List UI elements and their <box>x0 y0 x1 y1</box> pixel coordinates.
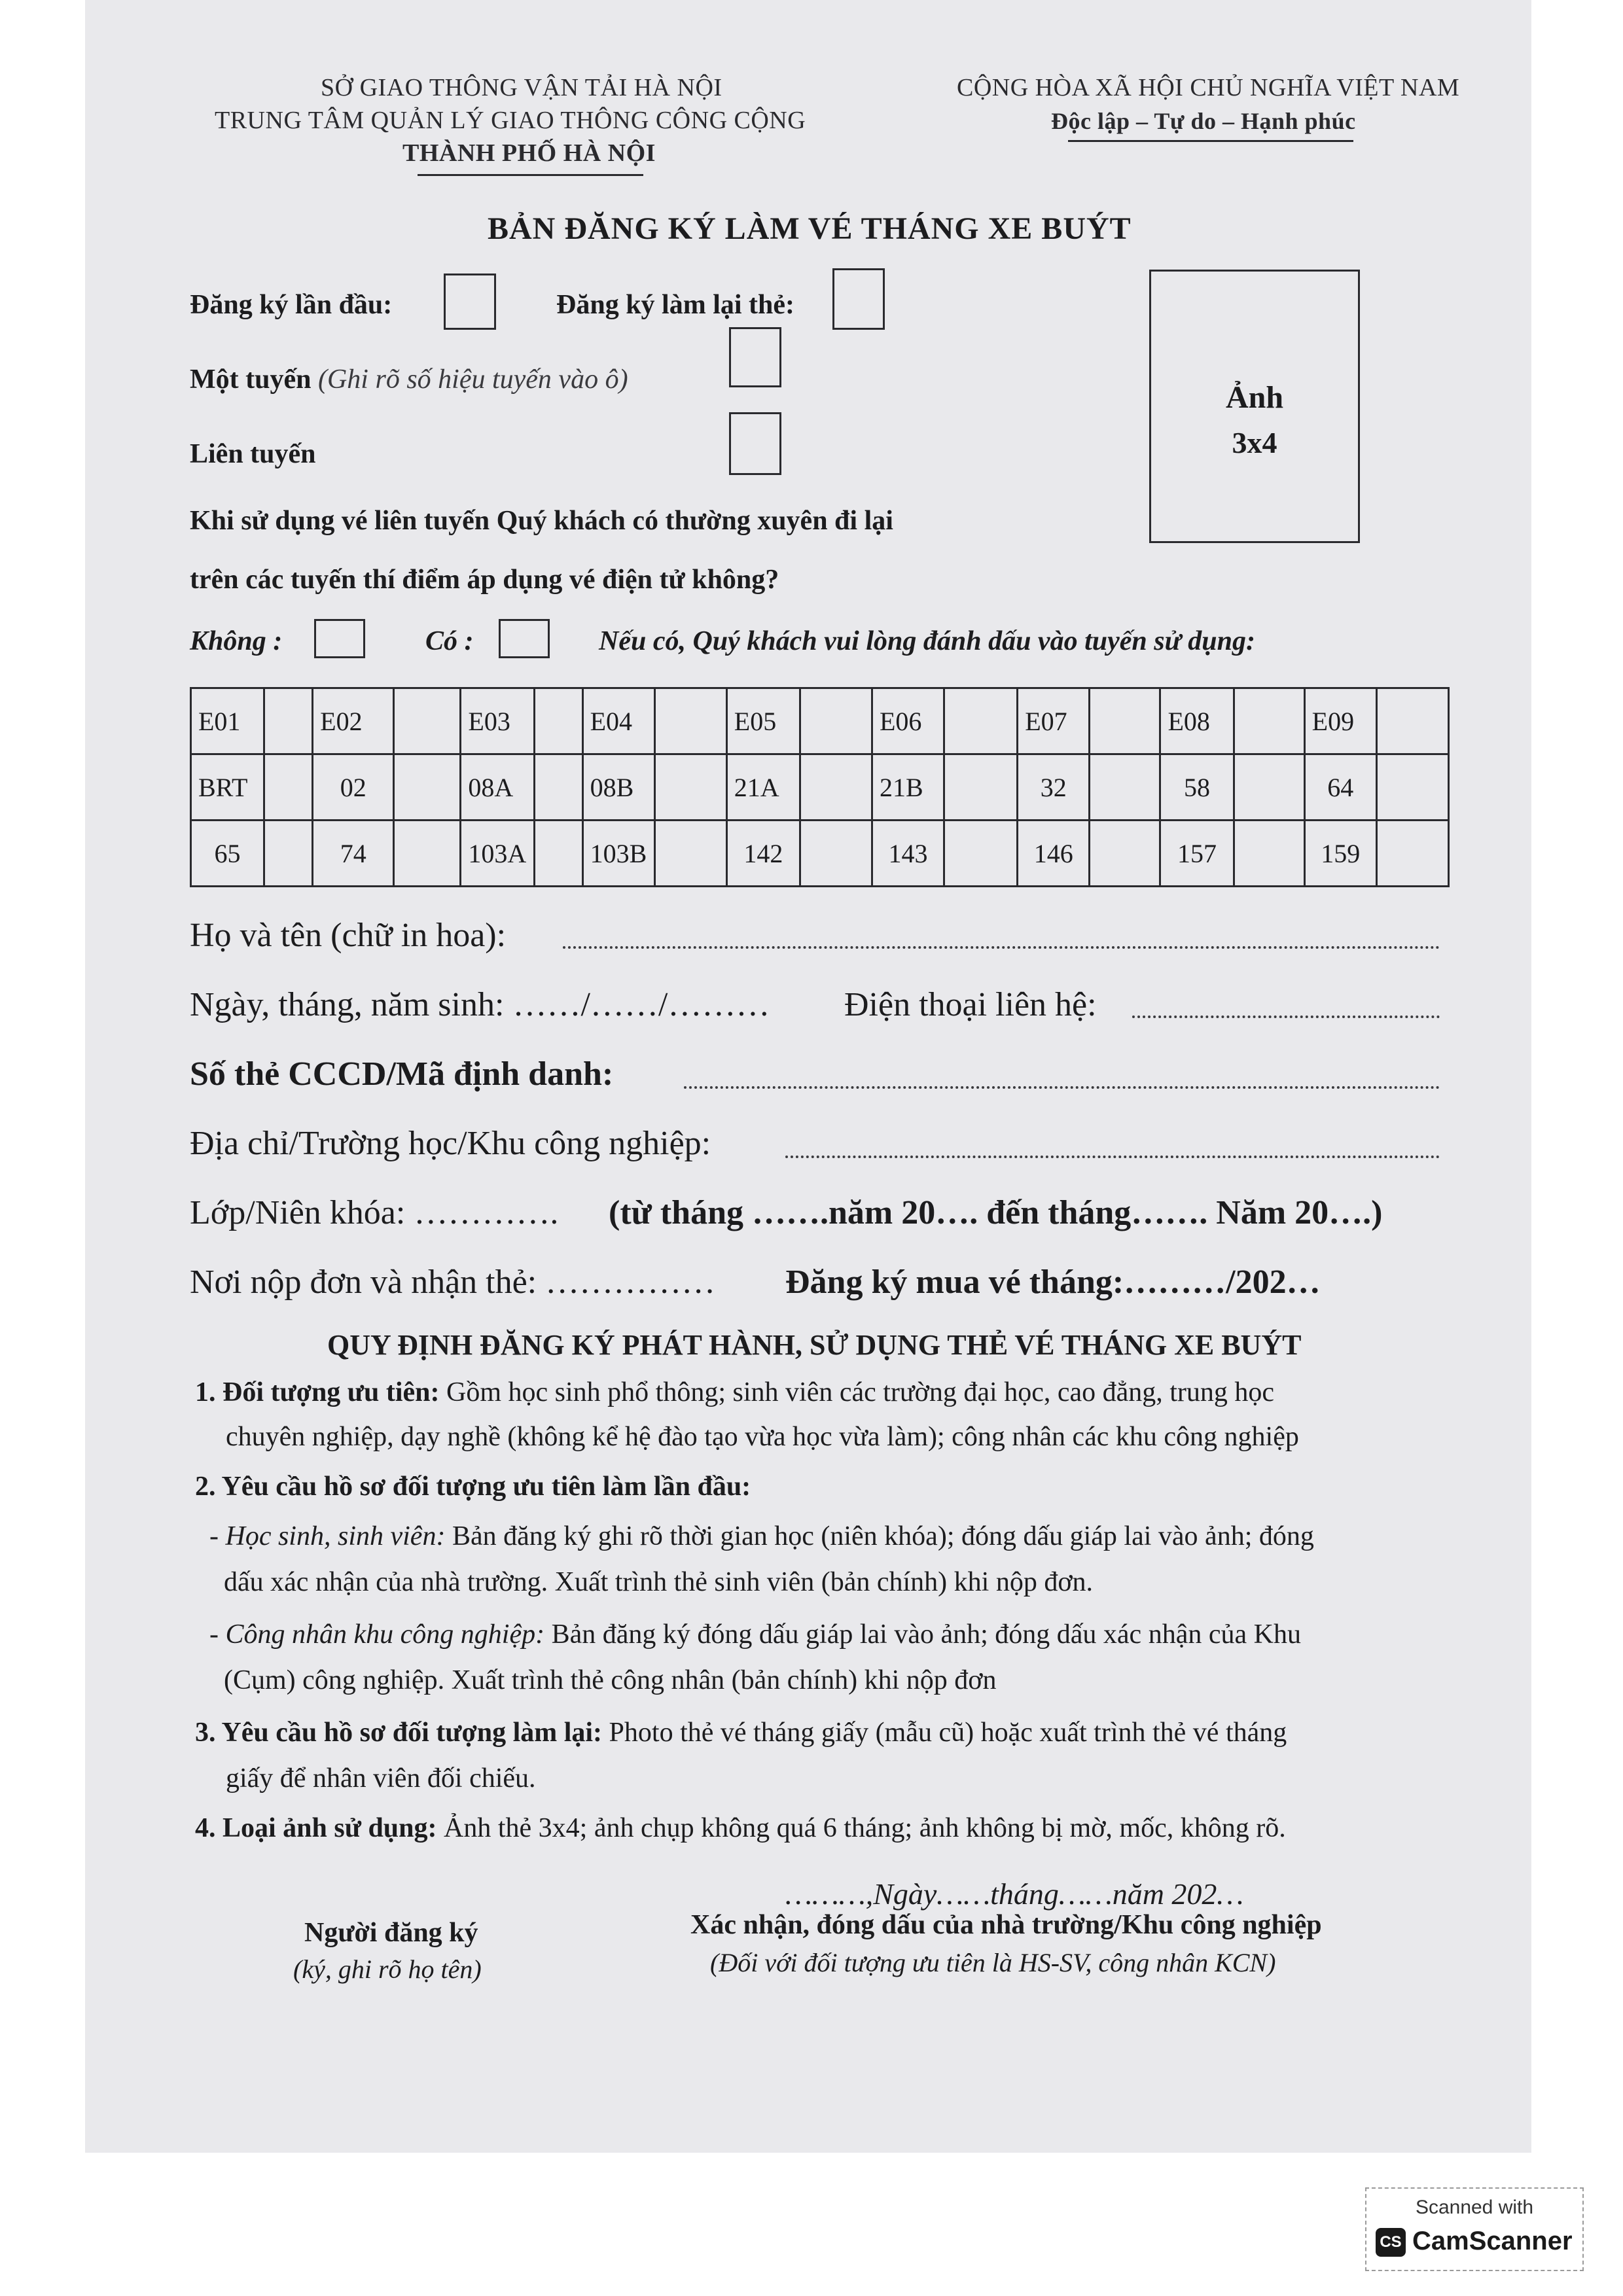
confirm-note: (Đối với đối tượng ưu tiên là HS-SV, công nhân KCN) <box>710 1948 1276 1977</box>
regulation-text: Ảnh thẻ 3x4; ảnh chụp không quá 6 tháng; ảnh không bị mờ, mốc, không rõ. <box>444 1813 1286 1843</box>
regulation-text: Bản đăng ký ghi rõ thời gian học (niên khóa); đóng dấu giáp lai vào ảnh; đóng <box>452 1521 1314 1551</box>
regulation-item-2b <box>209 1619 1301 1650</box>
full-name-field[interactable] <box>563 946 1440 949</box>
route-cell: 58 <box>1160 754 1234 821</box>
route-cell: 159 <box>1304 821 1376 887</box>
route-checkbox-cell[interactable] <box>654 821 726 887</box>
route-cell: 143 <box>872 821 944 887</box>
no-checkbox[interactable] <box>314 619 365 658</box>
header-department: SỞ GIAO THÔNG VẬN TẢI HÀ NỘI <box>321 74 722 101</box>
regulation-text: (Cụm) công nghiệp. Xuất trình thẻ công nhân (bản chính) khi nộp đơn <box>224 1665 997 1695</box>
route-cell: 08B <box>582 754 654 821</box>
yes-note: Nếu có, Quý khách vui lòng đánh dấu vào tuyến sử dụng: <box>599 626 1255 656</box>
question-line2: trên các tuyến thí điểm áp dụng vé điện tử không? <box>190 565 779 595</box>
route-checkbox-cell[interactable] <box>1090 821 1160 887</box>
route-checkbox-cell[interactable] <box>264 754 313 821</box>
route-cell: 21B <box>872 754 944 821</box>
route-cell: E07 <box>1018 688 1090 754</box>
phone-field[interactable] <box>1132 1016 1440 1018</box>
header-city: THÀNH PHỐ HÀ NỘI <box>402 139 656 167</box>
header-motto: Độc lập – Tự do – Hạnh phúc <box>1051 108 1356 134</box>
route-checkbox-cell[interactable] <box>394 754 461 821</box>
route-cell: 157 <box>1160 821 1234 887</box>
single-route-label: Một tuyến <box>190 364 312 395</box>
route-cell: E01 <box>191 688 264 754</box>
route-checkbox-cell[interactable] <box>944 754 1018 821</box>
regulation-label: - Học sinh, sinh viên: <box>209 1521 446 1551</box>
route-checkbox-cell[interactable] <box>944 688 1018 754</box>
date-line: ………,Ngày……tháng……năm 202… <box>785 1877 1244 1911</box>
regulation-item-1 <box>195 1377 1274 1408</box>
period-field[interactable]: (từ tháng …….năm 20…. đến tháng……. Năm 20….) <box>609 1194 1383 1231</box>
route-checkbox-cell[interactable] <box>800 754 872 821</box>
full-name-label: Họ và tên (chữ in hoa): <box>190 917 507 954</box>
regulation-label: 4. Loại ảnh sử dụng: <box>195 1813 437 1843</box>
route-cell: E05 <box>726 688 800 754</box>
route-checkbox-cell[interactable] <box>1090 754 1160 821</box>
multi-route-checkbox[interactable] <box>729 412 781 475</box>
address-field[interactable] <box>785 1156 1440 1158</box>
regulation-text: giấy để nhân viên đối chiếu. <box>226 1763 536 1793</box>
table-row <box>191 688 1449 754</box>
route-cell: 32 <box>1018 754 1090 821</box>
route-cell: E03 <box>461 688 534 754</box>
camscanner-logo-icon: CS <box>1376 2228 1406 2257</box>
camscanner-stamp <box>1365 2187 1584 2271</box>
route-checkbox-cell[interactable] <box>654 754 726 821</box>
route-cell: 02 <box>313 754 394 821</box>
route-checkbox-cell[interactable] <box>800 688 872 754</box>
route-cell: 08A <box>461 754 534 821</box>
registrant-label: Người đăng ký <box>304 1918 478 1948</box>
submit-place-field[interactable]: Nơi nộp đơn và nhận thẻ: …………… <box>190 1263 716 1301</box>
header-right-underline <box>1068 140 1353 142</box>
route-cell: E06 <box>872 688 944 754</box>
id-card-field[interactable] <box>684 1086 1440 1089</box>
route-cell: 146 <box>1018 821 1090 887</box>
single-route-line <box>190 364 628 395</box>
regulation-text: Bản đăng ký đóng dấu giáp lai vào ảnh; đóng dấu xác nhận của Khu <box>551 1619 1301 1650</box>
regulation-item-4 <box>195 1812 1286 1844</box>
dob-field[interactable]: Ngày, tháng, năm sinh: ……/……/……… <box>190 986 770 1023</box>
regulations-title: QUY ĐỊNH ĐĂNG KÝ PHÁT HÀNH, SỬ DỤNG THẺ VÉ THÁNG XE BUÝT <box>327 1329 1302 1361</box>
route-checkbox-cell[interactable] <box>1376 688 1448 754</box>
route-cell: E08 <box>1160 688 1234 754</box>
route-checkbox-cell[interactable] <box>534 688 582 754</box>
route-checkbox-cell[interactable] <box>1376 821 1448 887</box>
route-cell: E02 <box>313 688 394 754</box>
class-field[interactable]: Lớp/Niên khóa: …………. <box>190 1194 559 1231</box>
table-row <box>191 754 1449 821</box>
header-center: TRUNG TÂM QUẢN LÝ GIAO THÔNG CÔNG CỘNG <box>215 107 806 134</box>
routes-table <box>190 687 1450 887</box>
regulation-text: Gồm học sinh phổ thông; sinh viên các trường đại học, cao đẳng, trung học <box>446 1377 1275 1407</box>
route-cell: 65 <box>191 821 264 887</box>
id-card-label: Số thẻ CCCD/Mã định danh: <box>190 1055 614 1093</box>
regulation-text: dấu xác nhận của nhà trường. Xuất trình thẻ sinh viên (bản chính) khi nộp đơn. <box>224 1567 1094 1597</box>
reissue-label: Đăng ký làm lại thẻ: <box>556 290 795 320</box>
multi-route-label: Liên tuyến <box>190 439 316 469</box>
route-checkbox-cell[interactable] <box>1090 688 1160 754</box>
regulation-item-2: 2. Yêu cầu hồ sơ đối tượng ưu tiên làm lần đầu: <box>195 1472 751 1502</box>
regulation-text: Photo thẻ vé tháng giấy (mẫu cũ) hoặc xuất trình thẻ vé tháng <box>609 1718 1287 1748</box>
confirm-label: Xác nhận, đóng dấu của nhà trường/Khu công nghiệp <box>690 1910 1322 1940</box>
route-checkbox-cell[interactable] <box>264 821 313 887</box>
form-title: BẢN ĐĂNG KÝ LÀM VÉ THÁNG XE BUÝT <box>488 211 1132 246</box>
regulation-item-3 <box>195 1717 1287 1748</box>
route-checkbox-cell[interactable] <box>1234 754 1304 821</box>
first-time-label: Đăng ký lần đầu: <box>190 290 393 320</box>
route-checkbox-cell[interactable] <box>394 688 461 754</box>
phone-label: Điện thoại liên hệ: <box>844 986 1097 1023</box>
route-cell: 21A <box>726 754 800 821</box>
regulation-label: 3. Yêu cầu hồ sơ đối tượng làm lại: <box>195 1718 603 1748</box>
yes-checkbox[interactable] <box>499 619 550 658</box>
regulation-label: - Công nhân khu công nghiệp: <box>209 1619 545 1650</box>
single-route-note: (Ghi rõ số hiệu tuyến vào ô) <box>317 364 628 395</box>
photo-label: Ảnh <box>1225 380 1284 415</box>
registrant-note: (ký, ghi rõ họ tên) <box>293 1954 482 1984</box>
route-cell: 64 <box>1304 754 1376 821</box>
route-checkbox-cell[interactable] <box>534 754 582 821</box>
month-field[interactable]: Đăng ký mua vé tháng:………/202… <box>785 1263 1321 1301</box>
route-cell: E04 <box>582 688 654 754</box>
no-label: Không : <box>190 626 283 656</box>
stamp-brand: CamScanner <box>1412 2227 1573 2255</box>
regulation-item-2a <box>209 1521 1314 1552</box>
route-checkbox-cell[interactable] <box>1376 754 1448 821</box>
route-cell: 142 <box>726 821 800 887</box>
question-line1: Khi sử dụng vé liên tuyến Quý khách có thường xuyên đi lại <box>190 506 893 536</box>
yes-label: Có : <box>425 626 474 656</box>
route-checkbox-cell[interactable] <box>1234 821 1304 887</box>
header-republic: CỘNG HÒA XÃ HỘI CHỦ NGHĨA VIỆT NAM <box>957 74 1460 101</box>
regulation-label: 1. Đối tượng ưu tiên: <box>195 1377 440 1407</box>
table-row <box>191 821 1449 887</box>
route-checkbox-cell[interactable] <box>264 688 313 754</box>
route-checkbox-cell[interactable] <box>394 821 461 887</box>
stamp-caption: Scanned with <box>1415 2197 1534 2218</box>
reissue-checkbox[interactable] <box>832 268 885 330</box>
header-left-underline <box>418 174 643 176</box>
regulation-text: chuyên nghiệp, dạy nghề (không kể hệ đào tạo vừa học vừa làm); công nhân các khu công nghiệp <box>226 1422 1299 1452</box>
route-cell: 103B <box>582 821 654 887</box>
route-cell: 103A <box>461 821 534 887</box>
route-cell: 74 <box>313 821 394 887</box>
route-checkbox-cell[interactable] <box>654 688 726 754</box>
address-label: Địa chỉ/Trường học/Khu công nghiệp: <box>190 1125 711 1162</box>
route-cell: BRT <box>191 754 264 821</box>
photo-size: 3x4 <box>1232 426 1277 459</box>
first-time-checkbox[interactable] <box>444 274 496 330</box>
single-route-box[interactable] <box>729 327 781 387</box>
route-checkbox-cell[interactable] <box>1234 688 1304 754</box>
route-checkbox-cell[interactable] <box>800 821 872 887</box>
route-cell: E09 <box>1304 688 1376 754</box>
route-checkbox-cell[interactable] <box>534 821 582 887</box>
route-checkbox-cell[interactable] <box>944 821 1018 887</box>
